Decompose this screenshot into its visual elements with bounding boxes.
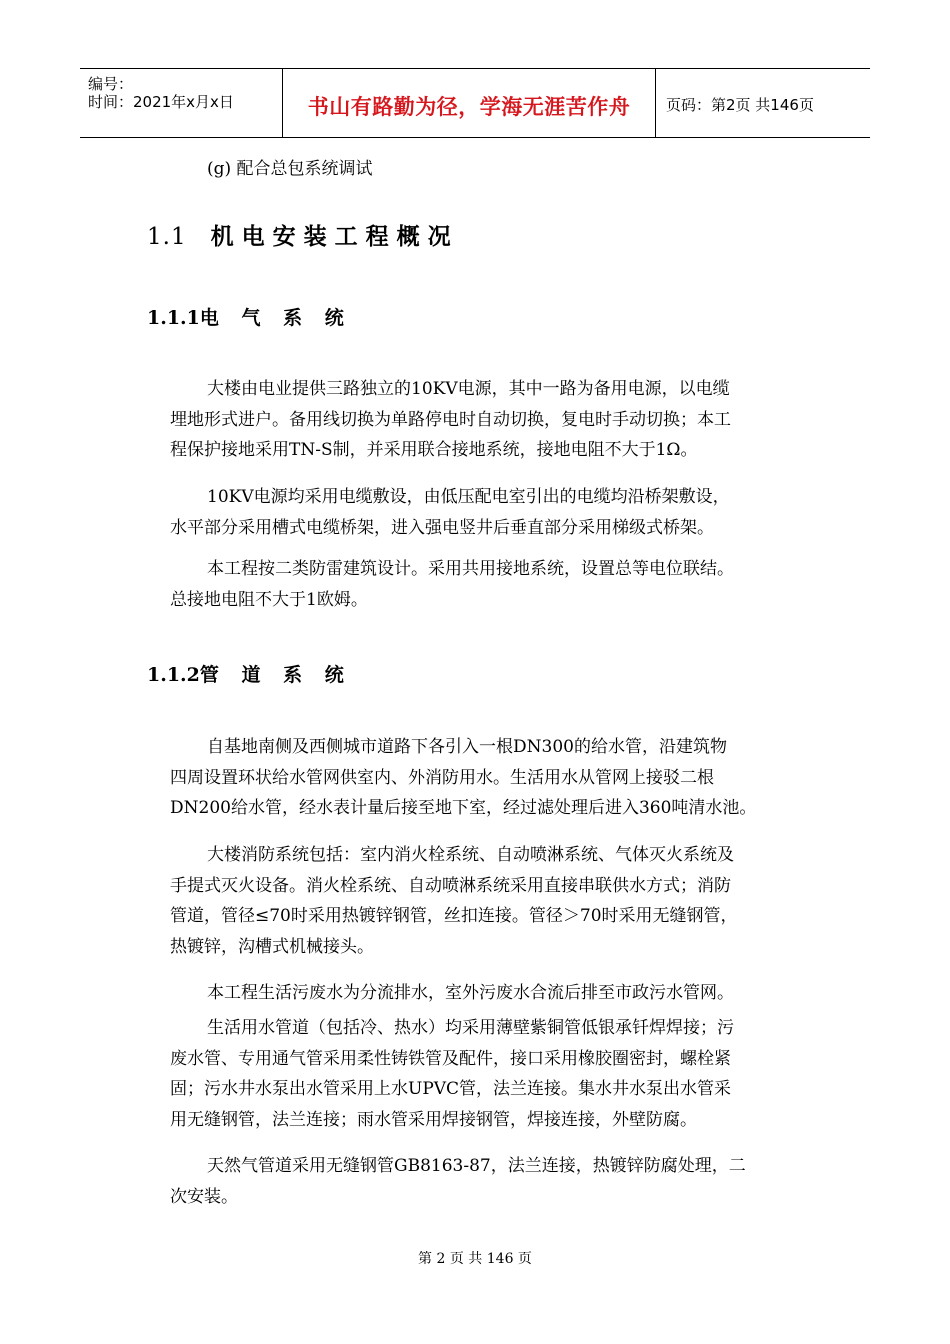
text-line: 总接地电阻不大于1欧姆。 bbox=[170, 589, 368, 610]
text-line: 废水管、专用通气管采用柔性铸铁管及配件，接口采用橡胶圈密封，螺栓紧 bbox=[170, 1048, 731, 1069]
section-number: 1.1 bbox=[147, 224, 187, 250]
paragraph-piping-5 bbox=[170, 1151, 820, 1212]
header-motto-cell bbox=[283, 69, 656, 137]
doc-number-label: 编号： bbox=[88, 75, 134, 93]
text-line: 10KV电源均采用电缆敷设，由低压配电室引出的电缆均沿桥架敷设， bbox=[207, 487, 730, 507]
section-title: 机电安装工程概况 bbox=[210, 223, 459, 250]
doc-time-label: 时间：2021年x月x日 bbox=[88, 93, 234, 111]
text-line: 手提式灭火设备。消火栓系统、自动喷淋系统采用直接串联供水方式；消防 bbox=[170, 875, 731, 896]
section-heading bbox=[147, 218, 459, 251]
header-meta-cell bbox=[80, 69, 283, 137]
text-line: 水平部分采用槽式电缆桥架，进入强电竖井后垂直部分采用梯级式桥架。 bbox=[170, 517, 714, 538]
text-line: 本工程生活污废水为分流排水，室外污废水合流后排至市政污水管网。 bbox=[207, 983, 734, 1003]
header-page-cell bbox=[656, 69, 870, 137]
text-line: 固；污水井水泵出水管采用上水UPVC管，法兰连接。集水井水泵出水管采 bbox=[170, 1079, 732, 1099]
text-line: 用无缝钢管，法兰连接；雨水管采用焊接钢管，焊接连接，外壁防腐。 bbox=[170, 1109, 697, 1130]
paragraph-piping-2 bbox=[170, 840, 820, 962]
paragraph-electrical-2 bbox=[170, 482, 820, 543]
text-line: DN200给水管，经水表计量后接至地下室，经过滤处理后进入360吨清水池。 bbox=[170, 798, 757, 818]
paragraph-electrical-3 bbox=[170, 554, 820, 615]
text-line: 生活用水管道（包括冷、热水）均采用薄壁紫铜管低银承钎焊焊接；污 bbox=[207, 1018, 734, 1038]
text-line: 大楼消防系统包括：室内消火栓系统、自动喷淋系统、气体灭火系统及 bbox=[207, 845, 734, 865]
subsection-title: 电 气 系 统 bbox=[199, 307, 352, 329]
paragraph-piping-4 bbox=[170, 1013, 820, 1135]
text-line: 大楼由电业提供三路独立的10KV电源，其中一路为备用电源，以电缆 bbox=[207, 379, 730, 399]
paragraph-piping-3 bbox=[170, 978, 820, 1009]
subsection-heading-electrical bbox=[147, 303, 352, 330]
subsection-number: 1.1.2 bbox=[147, 664, 200, 686]
text-line: 自基地南侧及西侧城市道路下各引入一根DN300的给水管，沿建筑物 bbox=[207, 737, 727, 757]
page-footer: 第 2 页 共 146 页 bbox=[418, 1251, 532, 1267]
text-line: 埋地形式进户。备用线切换为单路停电时自动切换，复电时手动切换；本工 bbox=[170, 409, 731, 430]
paragraph-electrical-1 bbox=[170, 374, 820, 466]
page-header bbox=[80, 68, 870, 138]
text-line: 热镀锌，沟槽式机械接头。 bbox=[170, 936, 374, 957]
subsection-title: 管 道 系 统 bbox=[199, 664, 352, 686]
header-page-info: 页码：第2页 共146页 bbox=[666, 96, 814, 114]
text-line: 本工程按二类防雷建筑设计。采用共用接地系统，设置总等电位联结。 bbox=[207, 559, 734, 579]
paragraph-piping-1 bbox=[170, 732, 820, 824]
text-line: 管道，管径≤70时采用热镀锌钢管，丝扣连接。管径＞70时采用无缝钢管， bbox=[170, 906, 738, 926]
header-motto: 书山有路勤为径，学海无涯苦作舟 bbox=[307, 95, 631, 119]
text-line: 天然气管道采用无缝钢管GB8163-87，法兰连接，热镀锌防腐处理，二 bbox=[207, 1156, 746, 1176]
text-line: 四周设置环状给水管网供室内、外消防用水。生活用水从管网上接驳二根 bbox=[170, 767, 714, 788]
subsection-heading-piping bbox=[147, 660, 352, 687]
intro-item: (g) 配合总包系统调试 bbox=[207, 159, 373, 179]
subsection-number: 1.1.1 bbox=[147, 307, 200, 329]
text-line: 程保护接地采用TN-S制，并采用联合接地系统，接地电阻不大于1Ω。 bbox=[170, 440, 698, 460]
text-line: 次安装。 bbox=[170, 1186, 238, 1207]
